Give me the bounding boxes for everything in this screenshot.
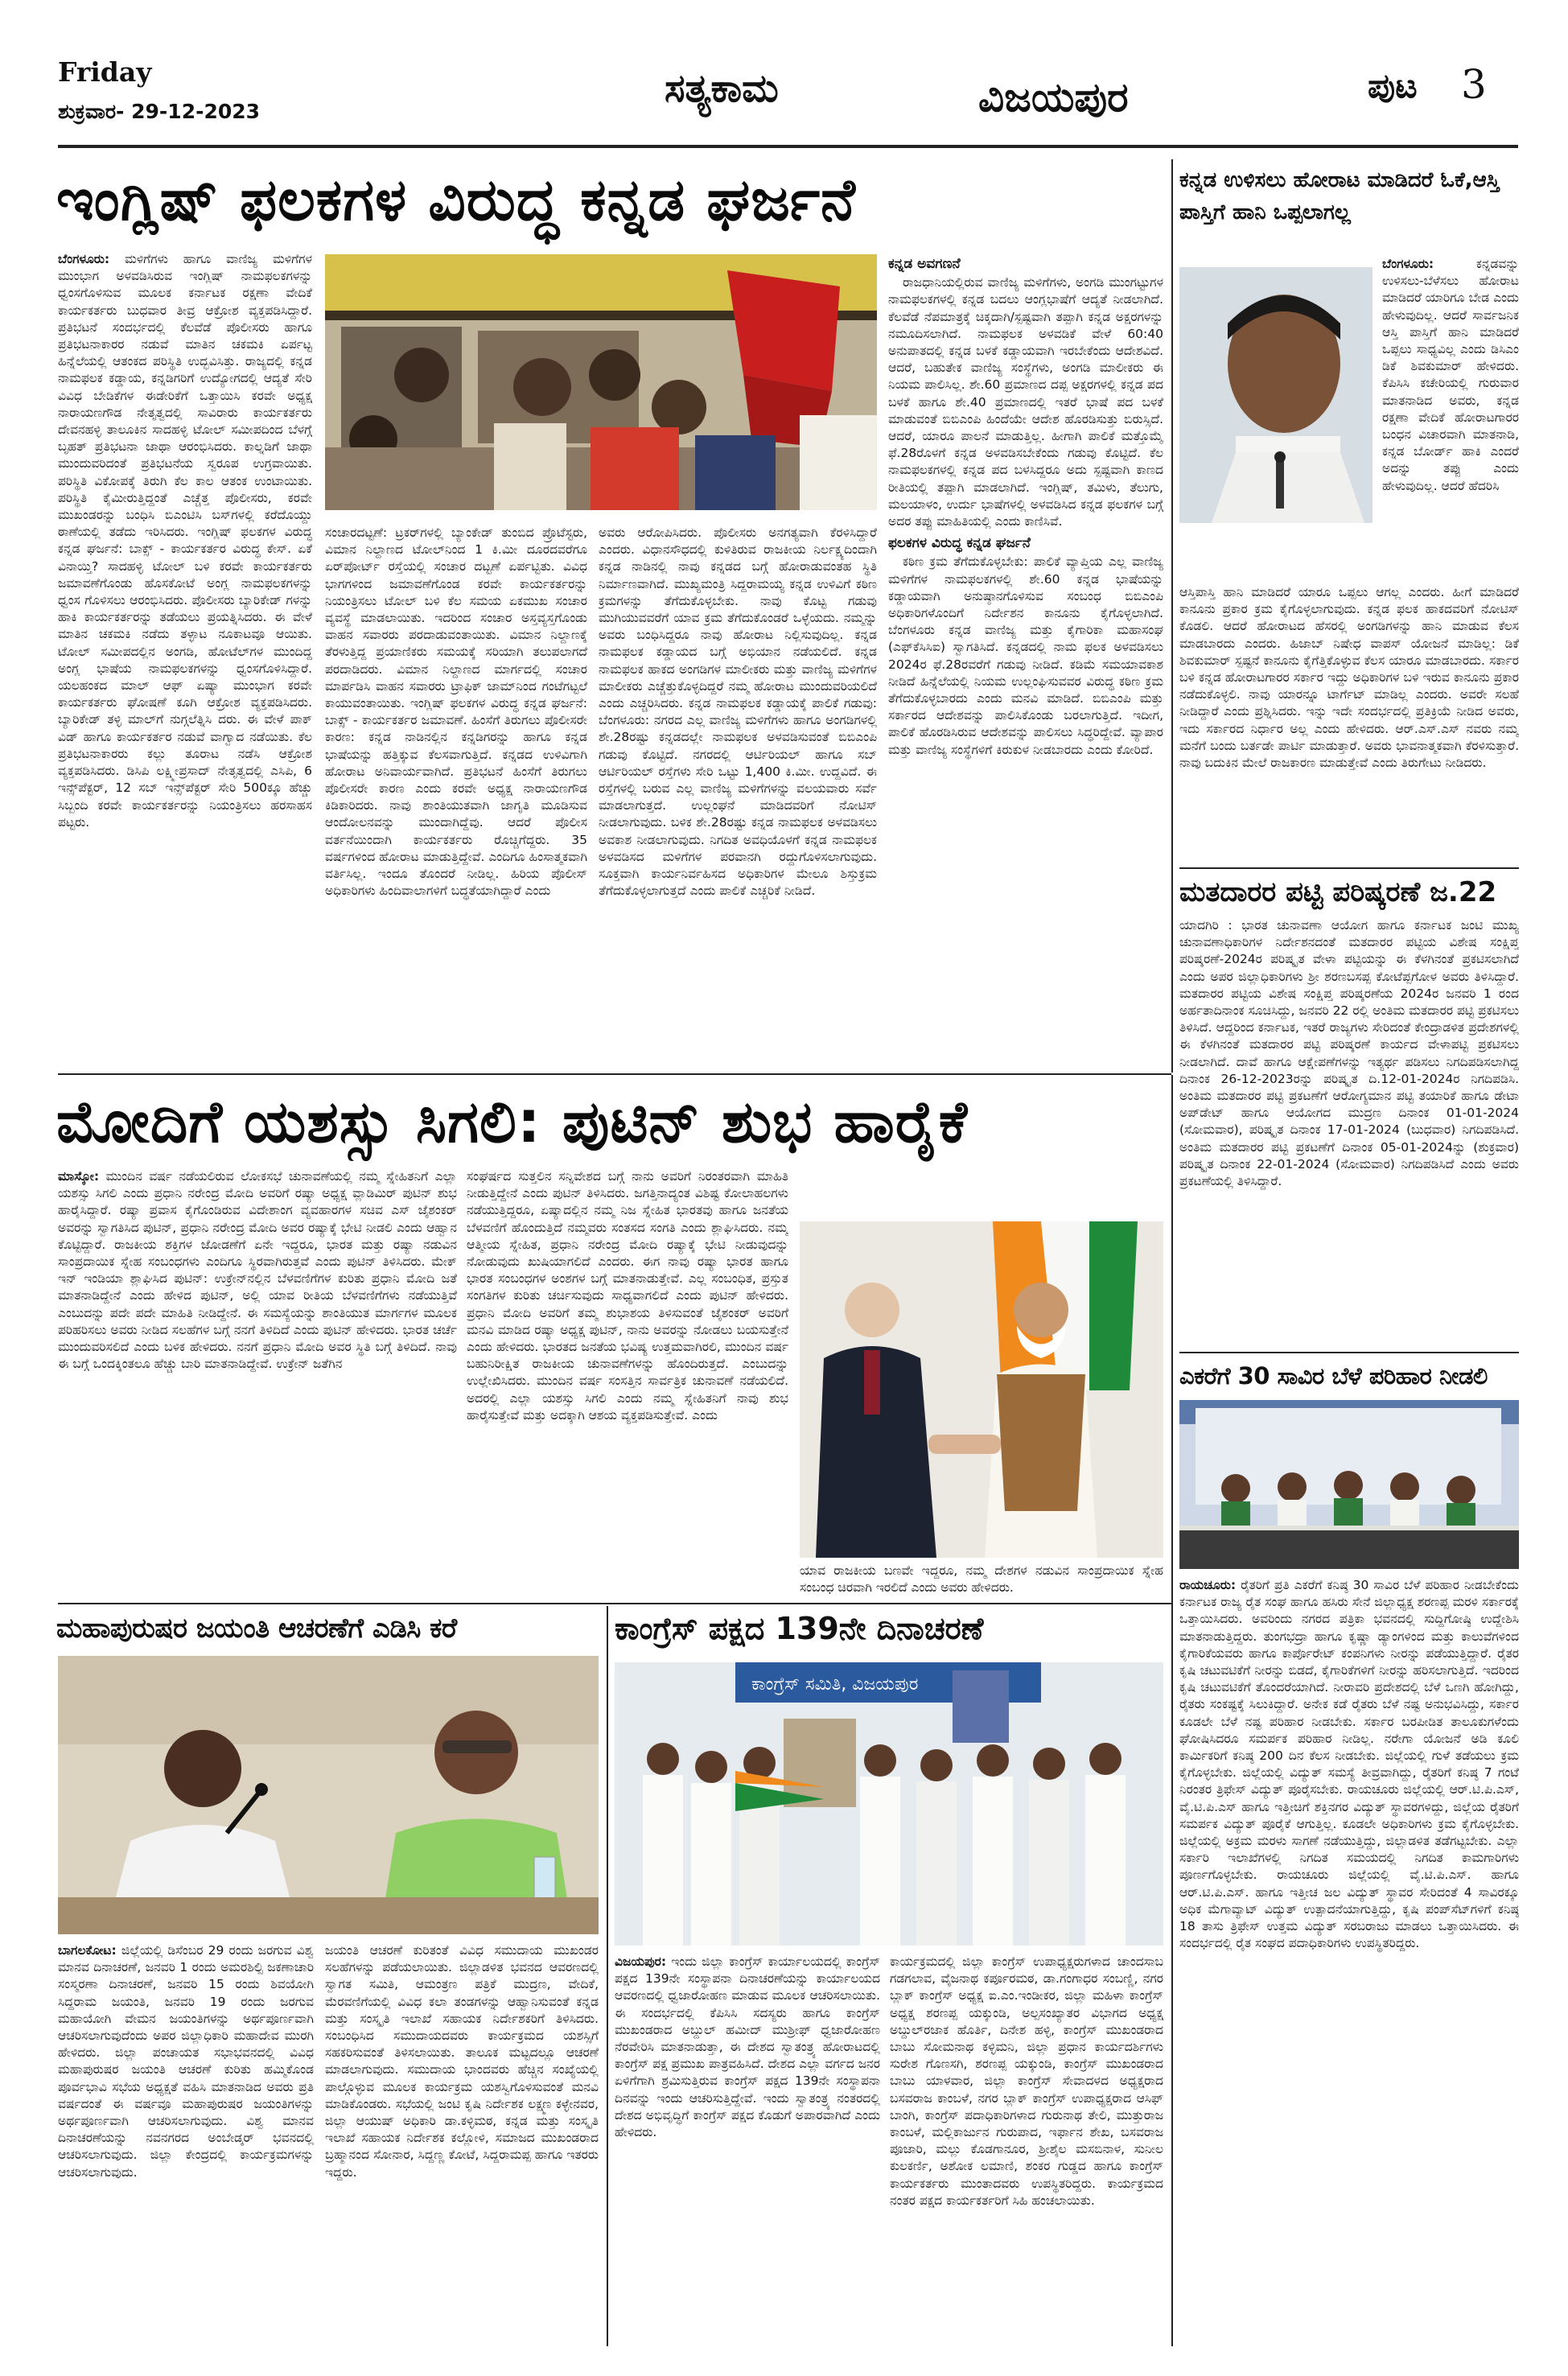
masthead (0, 0, 1568, 153)
day-en: Friday (58, 56, 152, 88)
a1-protest-photo (325, 254, 877, 510)
a5-col2 (467, 1168, 788, 1572)
a3-body-text: ಯಾದಗಿರಿ : ಭಾರತ ಚುನಾವಣಾ ಆಯೋಗ ಹಾಗೂ ಕರ್ನಾಟಕ ಜಂಟಿ ಮುಖ್ಯ ಚುನಾವಣಾಧಿಕಾರಿಗಳ ನಿರ್ದೇಶನದಂತೆ ಮತದಾರರ ಪಟ್ಟಿಯ ವಿಶೇಷ ಸಂಕ್ಷಿಪ್ತ ಪರಿಷ್ಕರಣೆ-2024ರ ಪರಿಷ್ಕೃತ ವೇಳಾ ಪಟ್ಟಿಯನ್ನು ಈ ಕೆಳಗಿನಂತೆ ಪ್ರಕಟಿಸಲಾಗಿದೆ ಎಂದು ಅಪರ ಜಿಲ್ಲಾಧಿಕಾರಿಗಳು ಶ್ರೀ ಶರಣಬಸಪ್ಪ ಕೋಟೆಪ್ಪಗೋಳ ಅವರು ತಿಳಿಸಿದ್ದಾರೆ. ಮತದಾರರ ಪಟ್ಟಿಯ ವಿಶೇಷ ಸಂಕ್ಷಿಪ್ತ ಪರಿಷ್ಕರಣೆಯ 2024ರ ಜನವರಿ 1 ರಂದ ಅರ್ಹತಾದಿನಾಂಕ ಸೂಚಿಸಿದ್ದು, ಜನವರಿ 22 ರಲ್ಲಿ ಅಂತಿಮ ಮತದಾರರ ಪಟ್ಟಿ ಪ್ರಕಟಿಸಲು ತಿಳಿಸಿದೆ. ಆದ್ದರಿಂದ ಕರ್ನಾಟಕ, ಇತರೆ ರಾಜ್ಯಗಳು ಸೇರಿದಂತೆ ಕೇಂದ್ರಾಡಳಿತ ಪ್ರದೇಶಗಳಲ್ಲಿ ಈ ಕೆಳಗಿನಂತೆ ಮತದಾರರ ಪಟ್ಟಿ ಪರಿಷ್ಕರಣೆ ಕಾರ್ಯದ ವೇಳಾಪಟ್ಟಿ ಪ್ರಕಟಿಸಲು ನೀಡಲಾಗಿದೆ. ದಾವೆ ಹಾಗೂ ಆಕ್ಷೇಪಣೆಗಳನ್ನು ಇತ್ಯರ್ಥ ಪಡಿಸಲು ನಿಗದಿಪಡಿಸಲಾಗಿದ್ದ ದಿನಾಂಕ 26-12-2023ರನ್ನು ಪರಿಷ್ಕೃತ ದಿ.12-01-2024ರ ನಿಗದಿಪಡಿಸಿ. ಅಂತಿಮ ಮತದಾರರ ಪಟ್ಟಿ ಪ್ರಕಟಣೆಗೆ ಆರೋಗ್ಯಮಾನ ಪಟ್ಟಿ ತಯಾರಿಕೆ ಹಾಗೂ ಡೇಟಾ ಅಪ್‌ಡೇಟ್ ಹಾಗೂ ಆಯೋಗದ ಮುದ್ರಣ ದಿನಾಂಕ 01-01-2024 (ಸೋಮವಾರ), ಪರಿಷ್ಕೃತ ದಿನಾಂಕ 17-01-2024 (ಬುಧವಾರ) ನಿಗದಿಪಡಿಸಿದೆ. ಅಂತಿಮ ಮತದಾರರ ಪಟ್ಟಿ ಪ್ರಕಟಣೆಗೆ ದಿನಾಂಕ 05-01-2024ನ್ನು (ಶುಕ್ರವಾರ) ಪರಿಷ್ಕೃತ ದಿನಾಂಕ 22-01-2024 (ಸೋಮವಾರ) ನಿಗದಿಪಡಿಸಿದೆ ಎಂದು ಅವರು ಪ್ರಕಟಣೆಯಲ್ಲಿ ತಿಳಿಸಿದ್ದಾರೆ. (1179, 918, 1519, 1189)
a1-dateline: ಬೆಂಗಳೂರು: (58, 252, 110, 266)
a4-headline: ಎಕರೆಗೆ 30 ಸಾವಿರ ಬೆಳೆ ಪರಿಹಾರ ನೀಡಲಿ (1179, 1362, 1488, 1390)
a1-col2-text: ಸಂಚಾರದಟ್ಟಣೆ: ಟ್ರಕರ್‌ಗಳಲ್ಲಿ ಬ್ಯಾಂಕೇಡ್ ತುಂಬಿದ ಪ್ರೊಟೆಸ್ಟರು, ವಿಮಾನ ನಿಲ್ದಾಣದ ಟೋಲ್‌ನಿಂದ 1 ಕಿ.ಮೀ ದೂರದವರೆಗೂ ಏರ್‌ಪೋರ್ಟ್ ರಸ್ತೆಯಲ್ಲಿ ಸಂಚಾರ ದಟ್ಟಣೆ ಏರ್ಪಟ್ಟಿತು. ವಿವಿಧ ಭಾಗಗಳಿಂದ ಜಮಾವಣೆಗೊಂಡ ಕರವೇ ಕಾರ್ಯಕರ್ತರನ್ನು ನಿಯಂತ್ರಿಸಲು ಟೋಲ್ ಬಳಿ ಕೆಲ ಸಮಯ ಏಕಮುಖ ಸಂಚಾರ ವ್ಯವಸ್ಥೆ ಮಾಡಲಾಯಿತು. ಇದರಿಂದ ಸಂಚಾರ ಅಸ್ತವ್ಯಸ್ತಗೊಂಡು ವಾಹನ ಸವಾರರು ಪರದಾಡುವಂತಾಯಿತು. ವಿಮಾನ ನಿಲ್ದಾಣಕ್ಕೆ ತೆರಳುತ್ತಿದ್ದ ಪ್ರಯಾಣಿಕರು ಸಮಯಕ್ಕೆ ಸರಿಯಾಗಿ ತಲುಪಲಾಗದೆ ಪರದಾಡಿದರು. ವಿಮಾನ ನಿಲ್ದಾಣದ ಮಾರ್ಗದಲ್ಲಿ ಸಂಚಾರ ಮಾರ್ಪಡಿಸಿ ವಾಹನ ಸವಾರರು ಟ್ರಾಫಿಕ್ ಜಾಮ್‌ನಿಂದ ಗಂಟೆಗಟ್ಟಲೆ ಕಾಯುವಂತಾಯಿತು. ಇಂಗ್ಲಿಷ್ ಫಲಕಗಳ ವಿರುದ್ಧ ಕನ್ನಡ ಘರ್ಜನೆ: ಬಾಕ್ಸ್ - ಕಾರ್ಯಕರ್ತರ ಜಮಾವಣೆ. ಹಿಂಸೆಗೆ ತಿರುಗಲು ಪೊಲೀಸರೇ ಕಾರಣ: ಕನ್ನಡ ನಾಡಿನಲ್ಲಿನ ಕನ್ನಡಿಗರನ್ನು ಹಾಗೂ ಕನ್ನಡ ಭಾಷೆಯನ್ನು ಹತ್ತಿಕ್ಕುವ ಕೆಲಸವಾಗುತ್ತಿದೆ. ಕನ್ನಡದ ಉಳಿವಿಗಾಗಿ ಹೋರಾಟ ಅನಿವಾರ್ಯವಾಗಿದೆ. ಪ್ರತಿಭಟನೆ ಹಿಂಸೆಗೆ ತಿರುಗಲು ಪೊಲೀಸರೇ ಕಾರಣ ಎಂದು ಕರವೇ ಅಧ್ಯಕ್ಷ ನಾರಾಯಣಗೌಡ ಕಿಡಿಕಾರಿದರು. ನಾವು ಶಾಂತಿಯುತವಾಗಿ ಜಾಗೃತಿ ಮೂಡಿಸುವ ಆಂದೋಲನವನ್ನು ಮುಂದಾಗಿದ್ದೆವು. ಆದರೆ ಪೊಲೀಸ ವರ್ತನೆಯಿಂದಾಗಿ ಕಾರ್ಯಕರ್ತರು ರೊಚ್ಚಿಗೆದ್ದರು. 35 ವರ್ಷಗಳಿಂದ ಹೋರಾಟ ಮಾಡುತ್ತಿದ್ದೇವೆ. ಎಂದಿಗೂ ಹಿಂಸಾತ್ಮಕವಾಗಿ ವರ್ತಿಸಿಲ್ಲ. ಇಂದೂ ತೊಂದರೆ ನೀಡಿಲ್ಲ. ಹಿರಿಯ ಪೊಲೀಸ್ ಅಧಿಕಾರಿಗಳು ಹಿಂದಿವಾಲಾಗಳಿಗೆ ಬದ್ಧತೆಯಾಗಿದ್ದಾರೆ ಎಂದು (325, 525, 587, 899)
a2-wide-col (1179, 584, 1519, 863)
a1-subhead-2: ಫಲಕಗಳ ವಿರುದ್ಧ ಕನ್ನಡ ಘರ್ಜನೆ (888, 535, 1031, 552)
divider-a4-left (1171, 1075, 1173, 2346)
divider-a1-right (1171, 159, 1173, 1073)
a1-subhead-1: ಕನ್ನಡ ಅವಗಣನೆ (888, 256, 961, 272)
a7-col2-text: ಕಾರ್ಯಕ್ರಮದಲ್ಲಿ ಜಿಲ್ಲಾ ಕಾಂಗ್ರೆಸ್ ಉಪಾಧ್ಯಕ್ಷರುಗಳಾದ ಚಾಂದಸಾಬ ಗಡಗಲಾವ, ವೈಜನಾಥ ಕರ್ಪೂರಮಠ, ಡಾ.ಗಂಗಾಧರ ಸಂಬಣ್ಣಿ, ನಗರ ಬ್ಲಾಕ್ ಕಾಂಗ್ರೆಸ್ ಅಧ್ಯಕ್ಷ ಐ.ಎಂ.ಇಂಡೀಕರ, ಜಿಲ್ಲಾ ಮಹಿಳಾ ಕಾಂಗ್ರೆಸ್ ಅಧ್ಯಕ್ಷ ಶರಣಪ್ಪ ಯಕ್ಕುಂಡಿ, ಅಲ್ಪಸಂಖ್ಯಾತರ ವಿಭಾಗದ ಅಧ್ಯಕ್ಷ ಅಬ್ದುಲ್‌ರಜಾಕ ಹೊರ್ತಿ, ದಿನೇಶ ಹಳ್ಳಿ, ಕಾಂಗ್ರೆಸ್ ಮುಖಂಡರಾದ ಬಾಬು ಸೋಮನಾಥ ಕಳ್ಳಿಮನಿ, ಜಿಲ್ಲಾ ಪ್ರಧಾನ ಕಾರ್ಯದರ್ಶಿಗಳು ಸುರೇಶ ಗೊಣಸಗಿ, ಶರಣಪ್ಪ ಯಕ್ಕುಂಡಿ, ಕಾಂಗ್ರೆಸ್ ಮುಖಂಡರಾದ ಬಾಬು ಯಾಳವಾರ, ಜಿಲ್ಲಾ ಕಾಂಗ್ರೆಸ್ ಸೇವಾದಳದ ಅಧ್ಯಕ್ಷರಾದ ಬಸವರಾಜ ಕಾಂಬಳೆ, ನಗರ ಬ್ಲಾಕ್ ಕಾಂಗ್ರೆಸ್ ಉಪಾಧ್ಯಕ್ಷರಾದ ಆಸಿಫ್ ಬಾಂಗಿ, ಕಾಂಗ್ರೆಸ್ ಪದಾಧಿಕಾರಿಗಳಾದ ಗುರುನಾಥ ತೇಲಿ, ಮುತ್ತುರಾಜ ಕಾಂಬಳೆ, ಮಲ್ಲಿಕಾರ್ಜುನ ಗುರುಪಾದ, ಇರ್ಫಾನ ಶೇಖ, ಬಸವರಾಜ ಪೂಜಾರಿ, ಮಲ್ಲು ಕೊಡಗಾನೂರ, ಶ್ರೀಶೈಲ ಮಸಬಿನಾಳ, ಸುನೀಲ ಕುಲಕರ್ಣಿ, ಅಶೋಕ ಲಮಾಣಿ, ಶಂಕರ ಗುಡ್ಡದ ಹಾಗೂ ಕಾಂಗ್ರೆಸ್ ಕಾರ್ಯಕರ್ತರು ಮುಂತಾದವರು ಉಪಸ್ಥಿತರಿದ್ದರು. ಕಾರ್ಯಕ್ರಮದ ನಂತರ ಪಕ್ಷದ ಕಾರ್ಯಕರ್ತರಿಗೆ ಸಿಹಿ ಹಂಚಲಾಯಿತು. (890, 1954, 1163, 2208)
a1-col4-text: ರಾಜಧಾನಿಯಲ್ಲಿರುವ ವಾಣಿಜ್ಯ ಮಳಿಗೆಗಳು, ಅಂಗಡಿ ಮುಂಗಟ್ಟುಗಳ ನಾಮಫಲಕಗಳಲ್ಲಿ ಕನ್ನಡ ಬದಲು ಆಂಗ್ಲಭಾಷೆಗೆ ಆದ್ಯತೆ ನೀಡಲಾಗಿದೆ. ಕೆಲವೆಡೆ ನೆಪಮಾತ್ರಕ್ಕೆ ಚಿಕ್ಕದಾಗಿ/ಸ್ಪಷ್ಟವಾಗಿ ತಪ್ಪಾಗಿ ಕನ್ನಡ ಅಕ್ಷರಗಳನ್ನು ನಮೂದಿಸಲಾಗಿದೆ. ನಾಮಫಲಕ ಅಳವಡಿಕೆ ವೇಳೆ 60:40 ಅನುಪಾತದಲ್ಲಿ ಕನ್ನಡ ಬಳಕೆ ಕಡ್ಡಾಯವಾಗಿ ಇರಬೇಕೆಂದು ಆದೇಶವಿದೆ. ಆದರೆ, ಬಹುತೇಕ ವಾಣಿಜ್ಯ ಸಂಸ್ಥೆಗಳು, ಅಂಗಡಿ ಮಾಲೀಕರು ಈ ನಿಯಮ ಪಾಲಿಸಿಲ್ಲ. ಶೇ.60 ಪ್ರಮಾಣದ ದಪ್ಪ ಅಕ್ಷರಗಳಲ್ಲಿ ಕನ್ನಡ ಪದ ಬಳಕೆ ಹಾಗೂ ಶೇ.40 ಪ್ರಮಾಣದಲ್ಲಿ ಇತರೆ ಭಾಷೆ ಪದ ಬಳಕೆ ಮಾಡುವಂತೆ ಬಿಬಿಎಂಪಿ ಹಿಂದೆಯೇ ಆದೇಶ ಹೊರಡಿಸುತ್ತು ಬಿರುಸ್ಸಿದೆ. ಆದರೆ, ಯಾರೂ ಪಾಲನೆ ಮಾಡುತ್ತಿಲ್ಲ. ಹೀಗಾಗಿ ಪಾಲಿಕೆ ಮತ್ತೊಮ್ಮೆ ಫೆ.28ರೊಳಗೆ ಕನ್ನಡ ಅಳವಡಿಸಬೇಕೆಂದು ಗಡುವು ಕೊಟ್ಟಿದೆ. ಕೆಲ ನಾಮಫಲಕಗಳಲ್ಲಿ ಕನ್ನಡ ಪದ ಬಳಸಿದ್ದರೂ ಅದು ಸ್ಪಷ್ಟವಾಗಿ ಕಾಣದ ರೀತಿಯಲ್ಲಿ ತಪ್ಪಾಗಿ ಮಾಡಲಾಗಿದೆ. ಇಂಗ್ಲಿಷ್, ತಮಿಳು, ತೆಲುಗು, ಮಲಯಾಳಂ, ಉರ್ದು ಭಾಷೆಗಳಲ್ಲಿ ಅಳವಡಿಸಿದ ಕನ್ನಡ ಫಲಕಗಳ ಬಗ್ಗೆ ಅದರ ತಪ್ಪು ಮಾಹಿತಿಯಲ್ಲಿ ಎಂದು ಕಾಣಿಸಿವೆ. (888, 275, 1163, 529)
a5-headline: ಮೋದಿಗೆ ಯಶಸ್ಸು ಸಿಗಲಿ: ಪುಟಿನ್ ಶುಭ ಹಾರೈಕೆ (56, 1088, 969, 1155)
a5-caption-text: ಯಾವ ರಾಜಕೀಯ ಬಣವೇ ಇದ್ದರೂ, ನಮ್ಮ ದೇಶಗಳ ನಡುವಿನ ಸಾಂಪ್ರದಾಯಿಕ ಸ್ನೇಹ ಸಂಬಂಧ ಚಿರವಾಗಿ ಇರಲಿದೆ ಎಂದು ಅವರು ಹೇಳಿದರು. (800, 1563, 1163, 1595)
a1-col4b-text: ಕಠಿಣ ಕ್ರಮ ತೆಗೆದುಕೊಳ್ಳಬೇಕು: ಪಾಲಿಕೆ ವ್ಯಾಪ್ತಿಯ ಎಲ್ಲ ವಾಣಿಜ್ಯ ಮಳಿಗೆಗಳ ನಾಮಫಲಕಗಳಲ್ಲಿ ಶೇ.60 ಕನ್ನಡ ಭಾಷೆಯನ್ನು ಕಡ್ಡಾಯವಾಗಿ ಅನುಷ್ಠಾನಗೊಳಿಸುವ ಸಂಬಂಧ ಬಿಬಿಎಂಪಿ ಅಧಿಕಾರಿಗಳೊಂದಿಗೆ ನಿರ್ದೇಶನ ಕಾನೂನು ಕೈಗೊಳ್ಳಲಾಗಿದೆ. ಬೆಂಗಳೂರು ಕನ್ನಡ ವಾಣಿಜ್ಯ ಮತ್ತು ಕೈಗಾರಿಕಾ ಮಹಾಸಂಘ (ಎಫ್‌ಕೆಸಿಸಿಐ) ಸ್ವಾಗತಿಸಿದೆ. ಕನ್ನಡದಲ್ಲಿ ನಾಮ ಫಲಕ ಅಳವಡಿಸಲು 2024ರ ಫೆ.28ರವರೆಗೆ ಗಡುವು ನೀಡಿದೆ. ಕಡಿಮೆ ಸಮಯಾವಕಾಶ ನೀಡಿದೆ ಹಿನ್ನೆಲೆಯಲ್ಲಿ ನಿಯಮ ಉಲ್ಲಂಘಿಸುವವರ ವಿರುದ್ಧ ಕಠಿಣ ಕ್ರಮ ತೆಗೆದುಕೊಳ್ಳಬಾರದು ಎಂದು ಮನವಿ ಮಾಡಿದೆ. ಬಿಬಿಎಂಪಿ ಮತ್ತು ಸರ್ಕಾರದ ಆದೇಶವನ್ನು ಪಾಲಿಸಿಕೊಂಡು ಬರಲಾಗುತ್ತಿದೆ. ಇದೀಗ, ಪಾಲಿಕೆ ಹೊರಡಿಸಿರುವ ಆದೇಶವನ್ನು ಪಾಲಿಸಲು ಸಿದ್ಧರಿದ್ದೇವೆ. ವ್ಯಾಪಾರ ಮತ್ತು ವಾಣಿಜ್ಯ ಸಂಸ್ಥೆಗಳಿಗೆ ಕಿರುಕುಳ ನೀಡಬಾರದು ಎಂದು ಕೋರಿದೆ. (888, 554, 1163, 757)
a5-modi-putin-photo (800, 1221, 1163, 1558)
a5-col1-text: ಮುಂದಿನ ವರ್ಷ ನಡೆಯಲಿರುವ ಲೋಕಸಭೆ ಚುನಾವಣೆಯಲ್ಲಿ ನಮ್ಮ ಸ್ನೇಹಿತನಿಗೆ ಎಲ್ಲಾ ಯಶಸ್ಸು ಸಿಗಲಿ ಎಂದು ಪ್ರಧಾನಿ ನರೇಂದ್ರ ಮೋದಿ ಅವರಿಗೆ ರಷ್ಯಾ ಅಧ್ಯಕ್ಷ ವ್ಲಾಡಿಮಿರ್ ಪುಟಿನ್ ಶುಭ ಹಾರೈಸಿದ್ದಾರೆ. ರಷ್ಯಾ ಪ್ರವಾಸ ಕೈಗೊಂಡಿರುವ ವಿದೇಶಾಂಗ ವ್ಯವಹಾರಗಳ ಸಚಿವ ಎಸ್ ಜೈಶಂಕರ್ ಅವರನ್ನು ಸ್ವಾಗತಿಸಿದ ಪುಟಿನ್, ಪ್ರಧಾನಿ ನರೇಂದ್ರ ಮೋದಿ ಅವರ ರಷ್ಯಾಕ್ಕೆ ಭೇಟಿ ನೀಡಲಿ ಎಂದು ಆಹ್ವಾನ ಕೊಟ್ಟಿದ್ದಾರೆ. ರಾಜಕೀಯ ಶಕ್ತಿಗಳ ಜೋಡಣೆಗೆ ಏನೇ ಇದ್ದರೂ, ಭಾರತ ಮತ್ತು ರಷ್ಯಾ ನಡುವಿನ ಸಾಂಪ್ರದಾಯಿಕ ಸ್ನೇಹ ಸಂಬಂಧಗಳು ಎಂದಿಗೂ ಸ್ಥಿರವಾಗಿರುತ್ತವೆ ಎಂದು ಪುಟಿನ್ ತಿಳಿಸಿದರು. ಮೇಕ್ ಇನ್ ಇಂಡಿಯಾ ಶ್ಲಾಘಿಸಿದ ಪುಟಿನ್: ಉಕ್ರೇನ್‌ನಲ್ಲಿನ ಬೆಳವಣಿಗೆಗಳ ಕುರಿತು ಪ್ರಧಾನಿ ಮೋದಿ ಜತೆ ಮಾತನಾಡಿದ್ದೇನೆ ಎಂದು ಹೇಳಿದ ಪುಟಿನ್, ಅಲ್ಲಿ ಯಾವ ರೀತಿಯ ಬೆಳವಣಿಗೆಗಳು ನಡೆಯುತ್ತಿವೆ ಎಂಬುದನ್ನು ಪದೇ ಪದೇ ಮಾಹಿತಿ ನೀಡಿದ್ದೇನೆ. ಈ ಸಮಸ್ಯೆಯನ್ನು ಶಾಂತಿಯುತ ಮಾರ್ಗಗಳ ಮೂಲಕ ಪರಿಹರಿಸಲು ಅವರು ನೀಡಿದ ಸಲಹೆಗಳ ಬಗ್ಗೆ ನನಗೆ ತಿಳಿದಿದೆ ಎಂದು ಪುಟಿನ್ ಹೇಳಿದರು. ಭಾರತ ಚರ್ಚೆ ಮುಂದುವರಿಸಲಿದೆ ಎಂದು ಬಳಿಕ ಹೇಳಿದರು. ನನಗೆ ಪ್ರಧಾನಿ ಮೋದಿ ಅವರ ಸ್ಥಿತಿ ಬಗ್ಗೆ ತಿಳಿದಿದೆ. ನಾವು ಈ ಬಗ್ಗೆ ಒಂದಕ್ಕಿಂತಲೂ ಹೆಚ್ಚು ಬಾರಿ ಮಾತನಾಡಿದ್ದೇವೆ. ಉಕ್ರೇನ್ ಜತೆಗಿನ (58, 1169, 457, 1372)
a4-body-text: ರೈತರಿಗೆ ಪ್ರತಿ ಎಕರೆಗೆ ಕನಿಷ್ಠ 30 ಸಾವಿರ ಬೆಳೆ ಪರಿಹಾರ ನೀಡಬೇಕೆಂದು ಕರ್ನಾಟಕ ರಾಜ್ಯ ರೈತ ಸಂಘ ಹಾಗೂ ಹಸಿರು ಸೇನೆ ಜಿಲ್ಲಾಧ್ಯಕ್ಷ ಶರಣಪ್ಪ ಮರಳಿ ಸರ್ಕಾರಕ್ಕೆ ಒತ್ತಾಯಿಸಿದರು. ಅವರಿಂದು ನಗರದ ಪತ್ರಿಕಾ ಭವನದಲ್ಲಿ ಸುದ್ದಿಗೋಷ್ಠಿ ಉದ್ದೇಶಿಸಿ ಮಾತನಾಡುತ್ತಿದ್ದರು. ತುಂಗಭದ್ರಾ ಹಾಗೂ ಕೃಷ್ಣಾ ಡ್ಯಾಂಗಳಿಂದ ಮತ್ತು ಕಾಲುವೆಗಳಿಂದ ಕೈಗಾರಿಕೆಯವರು ಹಾಗೂ ಕಾರ್ಪೊರೇಟ್ ಕಂಪನಿಗಳು ನೀರನ್ನು ಪಡೆಯುತ್ತಿದ್ದಾರೆ. ರೈತರ ಕೃಷಿ ಚಟುವಟಿಕೆಗೆ ನೀರನ್ನು ಬಿಡದೆ, ಕೈಗಾರಿಕೆಗಳಿಗೆ ನೀರನ್ನು ಹರಿಸಲಾಗುತ್ತಿದೆ. ಇದರಿಂದ ಕೃಷಿ ಚಟುವಟಿಕೆಗೆ ತೊಂದರೆಯಾಗಿದೆ. ನೀರಾವರಿ ಪ್ರದೇಶದಲ್ಲಿ ಬೆಳೆ ಒಣಗಿ ಹೋಗಿದ್ದು, ರೈತರು ಸಂಕಷ್ಟಕ್ಕೆ ಸಿಲುಕಿದ್ದಾರೆ. ಅನೇಕ ಕಡೆ ರೈತರು ಬೆಳೆ ನಷ್ಟ ಅನುಭವಿಸಿದ್ದು, ಸರ್ಕಾರ ಕೂಡಲೇ ಬೆಳೆ ನಷ್ಟ ಪರಿಹಾರ ನೀಡಬೇಕು. ಸರ್ಕಾರ ಬರಪೀಡಿತ ತಾಲೂಕುಗಳೆಂದು ಘೋಷಿಸಿದರೂ ಸಮರ್ಪಕ ಪರಿಹಾರ ನೀಡಿಲ್ಲ. ನರೇಗಾ ಯೋಜನೆ ಅಡಿ ಕೂಲಿ ಕಾರ್ಮಿಕರಿಗೆ ಕನಿಷ್ಠ 200 ದಿನ ಕೆಲಸ ನೀಡಬೇಕು. ಜಿಲ್ಲೆಯಲ್ಲಿ ಗುಳೆ ತಡೆಯಲು ಕ್ರಮ ಕೈಗೊಳ್ಳಬೇಕು. ಜಿಲ್ಲೆಯಲ್ಲಿ ವಿದ್ಯುತ್ ಸಮಸ್ಯೆ ತೀವ್ರವಾಗಿದ್ದು, ರೈತರಿಗೆ ಕನಿಷ್ಠ 7 ಗಂಟೆ ನಿರಂತರ ತ್ರಿಫೇಸ್ ವಿದ್ಯುತ್ ಪೂರೈಸಬೇಕು. ರಾಯಚೂರು ಜಿಲ್ಲೆಯಲ್ಲಿ ಆರ್.ಟಿ.ಪಿ.ಎಸ್, ವೈ.ಟಿ.ಪಿ.ಎಸ್ ಹಾಗೂ ಇತ್ತೀಚಿಗೆ ಶಕ್ತಿನಗರ ವಿದ್ಯುತ್ ಸ್ಥಾವರಗಳಿದ್ದು, ಜಿಲ್ಲೆಯ ರೈತರಿಗೆ ಸಮರ್ಪಕ ವಿದ್ಯುತ್ ಪೂರೈಕೆ ಆಗುತ್ತಿಲ್ಲ. ಕೂಡಲೇ ಅಧಿಕಾರಿಗಳು ಕ್ರಮ ಕೈಗೊಳ್ಳಬೇಕು. ಜಿಲ್ಲೆಯಲ್ಲಿ ಅಕ್ರಮ ಮರಳು ಸಾಗಣೆ ನಡೆಯುತ್ತಿದ್ದು, ಜಿಲ್ಲಾಡಳಿತ ತಡೆಗಟ್ಟಬೇಕು. ಎಲ್ಲಾ ಸರ್ಕಾರಿ ಇಲಾಖೆಗಳಲ್ಲಿ ನಿಗದಿತ ಸಮಯದಲ್ಲಿ ನಿಗದಿತ ಕಾಮಗಾರಿಗಳು ಪೂರ್ಣಗೊಳ್ಳಬೇಕು. ರಾಯಚೂರು ಜಿಲ್ಲೆಯಲ್ಲಿ ವೈ.ಟಿ.ಪಿ.ಎಸ್. ಹಾಗೂ ಆರ್.ಟಿ.ಪಿ.ಎಸ್. ಹಾಗೂ ಇತ್ತೀಚ ಜಲ ವಿದ್ಯುತ್ ಸ್ಥಾವರ ಸೇರಿದಂತೆ 4 ಸಾವಿರಕ್ಕೂ ಅಧಿಕ ಮೆಗಾವ್ಯಾಟ್ ವಿದ್ಯುತ್ ಉತ್ಪಾದನೆಯಾಗುತ್ತಿದ್ದು, ಕೃಷಿ ಪಂಪ್‌ಸೆಟ್‌ಗಳಿಗೆ ಕನಿಷ್ಠ 18 ತಾಸು ತ್ರಿಫೇಸ್ ಉತ್ತಮ ವಿದ್ಯುತ್ ಸರಬರಾಜು ಮಾಡಲು ಒತ್ತಾಯಿಸಿದರು. ಈ ಸಂದರ್ಭದಲ್ಲಿ ರೈತ ಸಂಘದ ಪದಾಧಿಕಾರಿಗಳು ಉಪಸ್ಥಿತರಿದ್ದರು. (1179, 1578, 1519, 1951)
congress-svg (615, 1662, 1163, 1946)
divider-a5-bottom (58, 1603, 1171, 1604)
divider-a3-a4 (1179, 1352, 1519, 1353)
a4-press-meet-photo (1179, 1400, 1519, 1569)
a7-col1-text: ಇಂದು ಜಿಲ್ಲಾ ಕಾಂಗ್ರೆಸ್ ಕಾರ್ಯಾಲಯದಲ್ಲಿ ಕಾಂಗ್ರೆಸ್ ಪಕ್ಷದ 139ನೇ ಸಂಸ್ಥಾಪನಾ ದಿನಾಚರಣೆಯನ್ನು ಕಾರ್ಯಾಲಯದ ಆವರಣದಲ್ಲಿ ಧ್ವಜಾರೋಹಣ ಮಾಡುವ ಮೂಲಕ ಆಚರಿಸಲಾಯಿತು. ಈ ಸಂದರ್ಭದಲ್ಲಿ ಕೆಪಿಸಿಸಿ ಸದಸ್ಯರು ಹಾಗೂ ಕಾಂಗ್ರೆಸ್ ಮುಖಂಡರಾದ ಅಬ್ದುಲ್ ಹಮೀದ್ ಮುಶ್ರೀಫ್ ಧ್ವಜಾರೋಹಣ ನೆರವೇರಿಸಿ ಮಾತನಾಡುತ್ತಾ, ಈ ದೇಶದ ಸ್ವಾತಂತ್ರ್ಯ ಹೋರಾಟದಲ್ಲಿ ಕಾಂಗ್ರೆಸ್ ಪಕ್ಷ ಪ್ರಮುಖ ಪಾತ್ರವಹಿಸಿದೆ. ದೇಶದ ಎಲ್ಲಾ ವರ್ಗದ ಜನರ ಏಳಿಗೆಗಾಗಿ ಶ್ರಮಿಸುತ್ತಿರುವ ಕಾಂಗ್ರೆಸ್ ಪಕ್ಷದ 139ನೇ ಸಂಸ್ಥಾಪನಾ ದಿನವನ್ನು ಇಂದು ಆಚರಿಸುತ್ತಿದ್ದೇವೆ. ಇಂದು ಸ್ವಾತಂತ್ರ್ಯ ನಂತರದಲ್ಲಿ ದೇಶದ ಅಭಿವೃದ್ಧಿಗೆ ಕಾಂಗ್ರೆಸ್ ಪಕ್ಷದ ಕೊಡುಗೆ ಅಪಾರವಾಗಿದೆ ಎಂದು ಹೇಳಿದರು. (615, 1954, 880, 2140)
paper-name: ಸತ್ಯಕಾಮ (665, 66, 779, 111)
a7-col2 (890, 1954, 1163, 2345)
a6-dateline: ಬಾಗಲಕೋಟ: (58, 1943, 117, 1958)
a6-col1-text: ಜಿಲ್ಲೆಯಲ್ಲಿ ಡಿಸೆಂಬರ 29 ರಂದು ಜರಗುವ ವಿಶ್ವ ಮಾನವ ದಿನಾಚರಣೆ, ಜನವರಿ 1 ರಂದು ಅಮರಶಿಲ್ಪಿ ಜಕಣಾಚಾರಿ ಸಂಸ್ಮರಣಾ ದಿನಾಚರಣೆ, ಜನವರಿ 15 ರಂದು ಶಿವಯೋಗಿ ಸಿದ್ದರಾಮ ಜಯಂತಿ, ಜನವರಿ 19 ರಂದು ಜರಗುವ ಮಹಾಯೋಗಿ ವೇಮನ ಜಯಂತಿಗಳನ್ನು ಅರ್ಥಪೂರ್ಣವಾಗಿ ಆಚರಿಸಲಾಗುವುದೆಂದು ಅಪರ ಜಿಲ್ಲಾಧಿಕಾರಿ ಮಹಾದೇವ ಮುರಗಿ ಹೇಳಿದರು. ಜಿಲ್ಲಾ ಪಂಚಾಯತ ಸಭಾಭವನದಲ್ಲಿ ವಿವಿಧ ಮಹಾಪುರುಷರ ಜಯಂತಿ ಆಚರಣೆ ಕುರಿತು ಹಮ್ಮಿಕೊಂಡ ಪೂರ್ವಭಾವಿ ಸಭೆಯ ಅಧ್ಯಕ್ಷತೆ ವಹಿಸಿ ಮಾತನಾಡಿದ ಅವರು ಪ್ರತಿ ವರ್ಷದಂತೆ ಈ ವರ್ಷವೂ ಮಹಾಪುರುಷರ ಜಯಂತಿಗಳನ್ನು ಅರ್ಥಪೂರ್ಣವಾಗಿ ಆಚರಿಸಲಾಗುವುದು. ವಿಶ್ವ ಮಾನವ ದಿನಾಚರಣೆಯನ್ನು ನವನಗರದ ಅಂಬೇಡ್ಕರ್ ಭವನದಲ್ಲಿ ಆಚರಿಸಲಾಗುವುದು. ಜಿಲ್ಲಾ ಕೇಂದ್ರದಲ್ಲಿ ಕಾರ್ಯಕ್ರಮಗಳನ್ನು ಆಚರಿಸಲಾಗುವುದು. (58, 1943, 314, 2180)
modi-putin-svg (800, 1221, 1163, 1558)
divider-a1-a5 (58, 1073, 1171, 1075)
a7-dateline: ವಿಜಯಪುರ: (615, 1954, 667, 1969)
a4-body (1179, 1577, 1519, 2341)
a3-body (1179, 917, 1519, 1344)
a7-col1 (615, 1954, 880, 2345)
divider-a2-a3 (1179, 867, 1519, 869)
a6-col2 (325, 1942, 599, 2345)
a3-headline: ಮತದಾರರ ಪಟ್ಟಿ ಪರಿಷ್ಕರಣೆ ಜ.22 (1179, 876, 1497, 908)
meeting-svg (58, 1656, 599, 1934)
a1-col3 (599, 525, 877, 1069)
a2-wide-text: ಆಸ್ತಿಪಾಸ್ತಿ ಹಾನಿ ಮಾಡಿದರೆ ಯಾರೂ ಒಪ್ಪಲು ಆಗಲ್ಲ ಎಂದರು. ಹೀಗೆ ಮಾಡಿದರೆ ಕಾನೂನು ಪ್ರಕಾರ ಕ್ರಮ ಕೈಗೊಳ್ಳಲಾಗುವುದು. ಕನ್ನಡ ಫಲಕ ಹಾಕದವರಿಗೆ ನೋಟಿಸ್ ಕೊಡಲಿ. ಆದರೆ ಹೋರಾಟದ ಹೆಸರಲ್ಲಿ ಅಂಗಡಿಗಳನ್ನು ಹಾನಿ ಮಾಡುವ ಕೆಲಸ ಮಾಡಬಾರದು ಎಂದರು. ಹಿಜಾಬ್ ನಿಷೇಧ ವಾಪಸ್ ಯೋಜನೆ ಮಾಡಿಲ್ಲ: ಡಿಕೆ ಶಿವಕುಮಾರ್ ಸ್ಪಷ್ಟನೆ ಕಾನೂನು ಕೈಗೆತ್ತಿಕೊಳ್ಳುವ ಕೆಲಸ ಯಾರೂ ಮಾಡಬಾರದು. ಸರ್ಕಾರ ಬಳಿ ಕನ್ನಡ ಹೋರಾಟಗಾರರ ಸರ್ಕಾರ ಇದ್ದು ಅಧಿಕಾರಿಗಳ ಬಳಿ ಇರುವ ಕಾನೂನು ಪ್ರಕಾರ ನಡೆದುಕೊಳ್ಳಲಿ. ನಾವು ಯಾರನ್ನೂ ಟಾರ್ಗೆಟ್ ಮಾಡಿಲ್ಲ ಎಂದರು. ಅವರೇ ಸಲಹೆ ನೀಡಿದ್ದಾರೆ ಎಂದು ಪ್ರಶ್ನಿಸಿದರು. ಇನ್ನು ಇದೇ ಸಂದರ್ಭದಲ್ಲಿ ಪ್ರತಿಕ್ರಿಯೆ ನೀಡಿದ ಅವರು, ಇದು ಸರ್ಕಾರದ ನಿರ್ಧಾರ ಅಲ್ಲ ಎಂದು ಹೇಳಿದರು. ಆರ್.ಎಸ್.ಎಸ್ ನವರು ನಮ್ಮ ಮನೆಗೆ ಬಂದು ಬರ್ತಡೇ ಪಾರ್ಟಿ ಮಾಡುತ್ತಾರೆ. ಅವರು ಭಾವನಾತ್ಮಕವಾಗಿ ಕೆರಳಿಸುತ್ತಾರೆ. ನಾವು ಬದುಕಿನ ಮೇಲೆ ರಾಜಕಾರಣ ಮಾಡುತ್ತೇವೆ ಎಂದು ತಿರುಗೇಟು ನೀಡಿದರು. (1179, 585, 1519, 771)
protest-photo-svg (325, 254, 877, 510)
a7-congress-photo (615, 1662, 1163, 1946)
a1-headline: ಇಂಗ್ಲಿಷ್ ಫಲಕಗಳ ವಿರುದ್ಧ ಕನ್ನಡ ಘರ್ಜನೆ (56, 166, 856, 233)
a6-col1 (58, 1942, 314, 2345)
a2-side-col (1382, 256, 1519, 583)
a6-headline: ಮಹಾಪುರುಷರ ಜಯಂತಿ ಆಚರಣೆಗೆ ಎಡಿಸಿ ಕರೆ (56, 1612, 457, 1645)
a1-col1-text: ಮಳಿಗೆಗಳು ಹಾಗೂ ವಾಣಿಜ್ಯ ಮಳಿಗೆಗಳ ಮುಂಭಾಗ ಅಳವಡಿಸಿರುವ ಇಂಗ್ಲಿಷ್ ನಾಮಫಲಕಗಳನ್ನು ಧ್ವಂಸಗೊಳಿಸುವ ಮೂಲಕ ಕರ್ನಾಟಕ ರಕ್ಷಣಾ ವೇದಿಕೆ ಕಾರ್ಯಕರ್ತರು ಬುಧವಾರ ತೀವ್ರ ಆಕ್ರೋಶ ವ್ಯಕ್ತಪಡಿಸಿದ್ದಾರೆ. ಪ್ರತಿಭಟನೆ ಸಂದರ್ಭದಲ್ಲಿ ಕೆಲವೆಡೆ ಪೊಲೀಸರು ಹಾಗೂ ಪ್ರತಿಭಟನಾಕಾರರ ನಡುವೆ ಮಾತಿನ ಚಕಮಕಿ ಏರ್ಪಟ್ಟ ಹಿನ್ನೆಲೆಯಲ್ಲಿ ಆತಂಕದ ಪರಿಸ್ಥಿತಿ ಉದ್ಭವಿಸಿತ್ತು. ರಾಜ್ಯದಲ್ಲಿ ಕನ್ನಡ ನಾಮಫಲಕ ಕಡ್ಡಾಯ, ಕನ್ನಡಿಗರಿಗೆ ಉದ್ಯೋಗದಲ್ಲಿ ಆದ್ಯತೆ ಸೇರಿ ವಿವಿಧ ಬೇಡಿಕೆಗಳ ಈಡೇರಿಕೆಗೆ ಒತ್ತಾಯಿಸಿ ಕರವೇ ಅಧ್ಯಕ್ಷ ನಾರಾಯಣಗೌಡ ನೇತೃತ್ವದಲ್ಲಿ ಸಾವಿರಾರು ಕಾರ್ಯಕರ್ತರು ದೇವನಹಳ್ಳಿ ತಾಲೂಕಿನ ಸಾದಹಳ್ಳಿ ಟೋಲ್ ಸಮೀಪದಿಂದ ಬೆಳಗ್ಗೆ ಬೃಹತ್ ಪ್ರತಿಭಟನಾ ಜಾಥಾ ಆರಂಭಿಸಿದರು. ಕಾಲ್ನಡಿಗೆ ಜಾಥಾ ಮುಂದುವರಿದಂತೆ ಪ್ರತಿಭಟನೆಯ ಸ್ವರೂಪ ಉಗ್ರವಾಯಿತು. ಪರಿಸ್ಥಿತಿ ವಿಕೋಪಕ್ಕೆ ತಿರುಗಿ ಕೆಲ ಕಾಲ ಆತಂಕ ಉಂಟಾಯಿತು. ಪರಿಸ್ಥಿತಿ ಕೈಮೀರುತ್ತಿದ್ದಂತೆ ಎಚ್ಚೆತ್ತ ಪೊಲೀಸರು, ಕರವೇ ಮುಖಂಡರನ್ನು ಬಂಧಿಸಿ ಬಿಎಂಟಿಸಿ ಬಸ್‌ಗಳಲ್ಲಿ ಕರೆದೊಯ್ದು ಠಾಣೆಯಲ್ಲಿ ತಡೆದು ಇರಿಸಿದರು. ಇಂಗ್ಲಿಷ್ ಫಲಕಗಳ ವಿರುದ್ಧ ಕನ್ನಡ ಘರ್ಜನೆ: ಬಾಕ್ಸ್ - ಕಾರ್ಯಕರ್ತರ ವಿರುದ್ಧ ಕೇಸ್. ಏಕೆ ವಿನಾಯ್ತಿ? ಸಾದಹಳ್ಳಿ ಟೋಲ್ ಬಳಿ ಕರವೇ ಕಾರ್ಯಕರ್ತರು ಜಮಾವಣೆಗೊಂಡು ಹೊಸಕೋಟೆ ಅಂಗ್ಲ ನಾಮಫಲಕಗಳನ್ನು ಧ್ವಂಸ ಗೊಳಿಸಲು ಆರಂಭಿಸಿದರು. ಪೊಲೀಸರು ಬ್ಯಾರಿಕೇಡ್ ಗಳನ್ನು ಹಾಕಿ ಕಾರ್ಯಕರ್ತರನ್ನು ತಡೆಯಲು ಪ್ರಯತ್ನಿಸಿದರು. ಈ ವೇಳೆ ಮಾತಿನ ಚಕಮಕಿ ನಡೆದು ತಳ್ಳಾಟ ನೂಕಾಟವೂ ಆಯಿತು. ಟೋಲ್ ಸಮೀಪದಲ್ಲಿನ ಅಂಗಡಿ, ಹೋಟೆಲ್‌ಗಳ ಮುಂದಿದ್ದ ಅಂಗ್ಲ ಭಾಷೆಯ ನಾಮಫಲಕಗಳನ್ನು ಧ್ವಂಸಗೊಳಿಸಿದ್ದಾರೆ. ಯಲಹಂಕದ ಮಾಲ್ ಆಫ್ ಏಷ್ಯಾ ಮುಂಭಾಗ ಕರವೇ ಕಾರ್ಯಕರ್ತರು ಘೋಷಣೆ ಕೂಗಿ ಆಕ್ರೋಶ ವ್ಯಕ್ತಪಡಿಸಿದರು. ಬ್ಯಾರಿಕೇಡ್ ತಳ್ಳಿ ಮಾಲ್‌ಗೆ ನುಗ್ಗಲೆತ್ನಿಸಿ ದರು. ಈ ವೇಳೆ ಪಾಕ್ ವಿಡ್ ಹಾಗೂ ಕಾರ್ಯಕರ್ತರ ನಡುವೆ ವಾಗ್ವಾದ ನಡೆಯಿತು. ಕೆಲ ಪ್ರತಿಭಟನಾಕಾರರು ಕಲ್ಲು ತೂರಾಟ ನಡೆಸಿ ಆಕ್ರೋಶ ವ್ಯಕ್ತಪಡಿಸಿದರು. ಡಿಸಿಪಿ ಲಕ್ಷ್ಮೀಪ್ರಸಾದ್ ನೇತೃತ್ವದಲ್ಲಿ ಎಸಿಪಿ, 6 ಇನ್ಸ್‌ಪೆಕ್ಟರ್, 12 ಸಬ್ ಇನ್ಸ್‌ಪೆಕ್ಟರ್ ಸೇರಿ 500ಕ್ಕೂ ಹೆಚ್ಚು ಸಿಬ್ಬಂದಿ ಕರವೇ ಕಾರ್ಯಕರ್ತರನ್ನು ನಿಯಂತ್ರಿಸಲು ಹರಸಾಹಸ ಪಟ್ಟರು. (58, 252, 312, 830)
masthead-rule (58, 145, 1518, 148)
a5-col2-text: ಸಂಘರ್ಷದ ಸುತ್ತಲಿನ ಸನ್ನಿವೇಶದ ಬಗ್ಗೆ ನಾನು ಅವರಿಗೆ ನಿರಂತರವಾಗಿ ಮಾಹಿತಿ ನೀಡುತ್ತಿದ್ದೇನೆ ಎಂದು ಪುಟಿನ್ ತಿಳಿಸಿದರು. ಜಗತ್ತಿನಾದ್ಯಂತ ವಿಶಿಷ್ಟ ಕೋಲಾಹಲಗಳು ನಡೆಯುತ್ತಿದ್ದರೂ, ಏಷ್ಯಾದಲ್ಲಿನ ನಮ್ಮ ನಿಜ ಸ್ನೇಹಿತ ಭಾರತವು ಹಾಗೂ ಜನತೆಯ ಬೆಳವಣಿಗೆ ಹೊಂದುತ್ತಿದೆ ನಮ್ಮವರು ಸಂತಸದ ಸಂಗತಿ ಎಂದು ಶ್ಲಾಘಿಸಿದರು. ನಮ್ಮ ಆತ್ಮೀಯ ಸ್ನೇಹಿತ, ಪ್ರಧಾನಿ ನರೇಂದ್ರ ಮೋದಿ ರಷ್ಯಾಕ್ಕೆ ಭೇಟಿ ನೀಡುವುದನ್ನು ನೋಡುವುದು ಖುಷಿಯಾಗಲಿದೆ ಎಂದರು. ಈಗ ನಾವು ರಷ್ಯಾ ಭಾರತ ಹಾಗೂ ಭಾರತ ಸಂಬಂಧಗಳ ಅಂಶಗಳ ಬಗ್ಗೆ ಮಾತನಾಡುತ್ತೇವೆ. ಎಲ್ಲ ಸಂಬಂಧಿತ, ಪ್ರಸ್ತುತ ಸಂಗತಿಗಳ ಕುರಿತು ಚರ್ಚಿಸುವುದು ಸಾಧ್ಯವಾಗಲಿದೆ ಎಂದು ಪುಟಿನ್ ಹೇಳಿದರು. ಪ್ರಧಾನಿ ಮೋದಿ ಅವರಿಗೆ ತಮ್ಮ ಶುಭಾಶಯ ತಿಳಿಸುವಂತೆ ಜೈಶಂಕರ್ ಅವರಿಗೆ ಮನವಿ ಮಾಡಿದ ರಷ್ಯಾ ಅಧ್ಯಕ್ಷ ಪುಟಿನ್, ನಾನು ಅವರನ್ನು ನೋಡಲು ಬಯಸುತ್ತೇನೆ ಎಂದು ಹೇಳಿದರು. ಭಾರತದ ಜನತೆಯ ಭವಿಷ್ಯ ಉತ್ತಮವಾಗಿರಲಿ, ಮುಂದಿನ ವರ್ಷ ಬಹುನಿರೀಕ್ಷಿತ ರಾಜಕೀಯ ಚುನಾವಣೆಗಳನ್ನು ಹೊಂದಿರುತ್ತದೆ. ಎಂಬುದನ್ನು ಉಲ್ಲೇಖಿಸಿದರು. ಮುಂದಿನ ವರ್ಷ ಸಂಸತ್ತಿನ ಸಾರ್ವತ್ರಿಕ ಚುನಾವಣೆ ನಡೆಯಲಿದೆ. ಅದರಲ್ಲಿ ಎಲ್ಲಾ ಯಶಸ್ಸು ಸಿಗಲಿ ಎಂದು ನಮ್ಮ ಸ್ನೇಹಿತನಿಗೆ ನಾವು ಶುಭ ಹಾರೈಸುತ್ತೇವೆ ಮತ್ತು ಅದಕ್ಕಾಗಿ ಆಶಯ ವ್ಯಕ್ತಪಡಿಸುತ್ತೇವೆ. ಎಂದು (467, 1169, 788, 1423)
a7-headline: ಕಾಂಗ್ರೆಸ್ ಪಕ್ಷದ 139ನೇ ದಿನಾಚರಣೆ (615, 1611, 984, 1646)
a2-dateline: ಬೆಂಗಳೂರು: (1382, 257, 1434, 271)
a1-col2 (325, 525, 587, 1069)
a2-portrait-photo (1179, 267, 1373, 523)
a2-side-text: ಕನ್ನಡವನ್ನು ಉಳಿಸಲು-ಬೆಳೆಸಲು ಹೋರಾಟ ಮಾಡಿದರೆ ಯಾರಿಗೂ ಬೇಡ ಎಂದು ಹೇಳುವುದಿಲ್ಲ. ಆದರೆ ಸಾರ್ವಜನಿಕ ಆಸ್ತಿ ಪಾಸ್ತಿಗೆ ಹಾನಿ ಮಾಡಿದರೆ ಒಪ್ಪಲು ಸಾಧ್ಯವಿಲ್ಲ ಎಂದು ಡಿಸಿಎಂ ಡಿಕೆ ಶಿವಕುಮಾರ್ ಹೇಳಿದರು. ಕೆಪಿಸಿಸಿ ಕಚೇರಿಯಲ್ಲಿ ಗುರುವಾರ ಮಾತನಾಡಿದ ಅವರು, ಕನ್ನಡ ರಕ್ಷಣಾ ವೇದಿಕೆ ಹೋರಾಟಗಾರರ ಬಂಧನ ವಿಚಾರವಾಗಿ ಮಾತನಾಡಿ, ಕನ್ನಡ ಬೋರ್ಡ್ ಹಾಕಿ ಎಂದರೆ ಅದನ್ನು ತಪ್ಪು ಎಂದು ಹೇಳುವುದಿಲ್ಲ. ಆದರೆ ಹೆದರಿಸಿ (1382, 257, 1519, 493)
congress-banner-text: ಕಾಂಗ್ರೆಸ್ ಸಮಿತಿ, ವಿಜಯಪುರ (751, 1674, 919, 1694)
a5-dateline: ಮಾಸ್ಕೋ: (58, 1169, 100, 1184)
city-name: ವಿಜಯಪುರ (978, 74, 1129, 121)
a5-caption (800, 1563, 1163, 1598)
a6-meeting-photo (58, 1656, 599, 1934)
date-kn: ಶುಕ್ರವಾರ- 29-12-2023 (58, 100, 261, 123)
a1-col1 (58, 251, 312, 1069)
divider-a6-a7 (607, 1606, 608, 2346)
a1-col3-text: ಅವರು ಆರೋಪಿಸಿದರು. ಪೊಲೀಸರು ಅನಗತ್ಯವಾಗಿ ಕೆರಳಿಸಿದ್ದಾರೆ ಎಂದರು. ವಿಧಾನಸೌಧದಲ್ಲಿ ಕುಳಿತಿರುವ ರಾಜಕೀಯ ನಿರ್ಲಕ್ಷ್ಯದಿಂದಾಗಿ ಕನ್ನಡ ನಾಡಿನಲ್ಲಿ ನಾವು ಕನ್ನಡದ ಬಗ್ಗೆ ಹೋರಾಡುವಂತಹ ಸ್ಥಿತಿ ನಿರ್ಮಾಣವಾಗಿದೆ. ಮುಖ್ಯಮಂತ್ರಿ ಸಿದ್ದರಾಮಯ್ಯ ಕನ್ನಡ ಉಳಿವಿಗೆ ಕಠಿಣ ಕ್ರಮಗಳನ್ನು ತೆಗೆದುಕೊಳ್ಳಬೇಕು. ನಾವು ಕೊಟ್ಟ ಗಡುವು ಮುಗಿಯುವವರೆಗೆ ಯಾವ ಕ್ರಮ ತೆಗೆದುಕೊಂಡರೆ ಒಳ್ಳೆಯದು. ನಮ್ಮನ್ನು ಅವರು ಬಂಧಿಸಿದ್ದರೂ ನಾವು ಹೋರಾಟ ನಿಲ್ಲಿಸುವುದಿಲ್ಲ. ಕನ್ನಡ ನಾಮಫಲಕ ಕಡ್ಡಾಯದ ಬಗ್ಗೆ ಅಭಿಯಾನ ನಡೆಯಲಿದೆ. ಕನ್ನಡ ನಾಮಫಲಕ ಹಾಕದ ಅಂಗಡಿಗಳ ಮಾಲೀಕರು ಮತ್ತು ವಾಣಿಜ್ಯ ಮಳಿಗೆಗಳ ಮಾಲೀಕರು ಎಚ್ಚೆತ್ತುಕೊಳ್ಳದಿದ್ದರೆ ನಮ್ಮ ಹೋರಾಟ ಮುಂದುವರಿಯಲಿದೆ ಎಂದು ಎಚ್ಚರಿಸಿದರು. ಕನ್ನಡ ನಾಮಫಲಕ ಕಡ್ಡಾಯಕ್ಕೆ ಪಾಲಿಕೆ ಗಡುವು: ಬೆಂಗಳೂರು: ನಗರದ ಎಲ್ಲ ವಾಣಿಜ್ಯ ಮಳಿಗೆಗಳು ಹಾಗೂ ಅಂಗಡಿಗಳಲ್ಲಿ ಶೇ.28ರಷ್ಟು ಕನ್ನಡದಲ್ಲೇ ನಾಮಫಲಕ ಅಳವಡಿಸುವಂತೆ ಬಿಬಿಎಂಪಿ ಗಡುವು ಕೊಟ್ಟಿದೆ. ನಗರದಲ್ಲಿ ಆರ್ಟಿರಿಯಲ್ ಹಾಗೂ ಸಬ್ ಆರ್ಟಿರಿಯಲ್ ರಸ್ತೆಗಳು ಸೇರಿ ಒಟ್ಟು 1,400 ಕಿ.ಮೀ. ಉದ್ದವಿದೆ. ಈ ರಸ್ತೆಗಳಲ್ಲಿ ಬರುವ ಎಲ್ಲ ವಾಣಿಜ್ಯ ಮಳಿಗೆಗಳನ್ನು ವಲಯವಾರು ಸರ್ವೆ ಮಾಡಲಾಗುತ್ತದೆ. ಉಲ್ಲಂಘನೆ ಮಾಡಿದವರಿಗೆ ನೋಟಿಸ್ ನೀಡಲಾಗುವುದು. ಬಳಿಕ ಶೇ.28ರಷ್ಟು ಕನ್ನಡ ನಾಮಫಲಕ ಅಳವಡಿಸಲು ಅವಕಾಶ ನೀಡಲಾಗುವುದು. ನಿಗದಿತ ಅವಧಿಯೊಳಗೆ ಕನ್ನಡ ನಾಮಫಲಕ ಅಳವಡಿಸದ ಮಳಿಗೆಗಳ ಪರವಾನಗಿ ರದ್ದುಗೊಳಿಸಲಾಗುವುದು. ಸೂಕ್ತವಾಗಿ ಕಾರ್ಯನಿರ್ವಹಿಸದ ಅಧಿಕಾರಿಗಳ ಮೇಲೂ ಶಿಸ್ತುಕ್ರಮ ತೆಗೆದುಕೊಳ್ಳಲಾಗುತ್ತದೆ ಎಂದು ಪಾಲಿಕೆ ಎಚ್ಚರಿಕೆ ನೀಡಿದೆ. (599, 525, 877, 899)
page-number: 3 (1461, 61, 1487, 108)
a2-headline: ಕನ್ನಡ ಉಳಿಸಲು ಹೋರಾಟ ಮಾಡಿದರೆ ಓಕೆ,ಆಸ್ತಿ ಪಾಸ್ತಿಗೆ ಹಾನಿ ಒಪ್ಪಲಾಗಲ್ಲ (1179, 168, 1500, 224)
portrait-svg (1179, 267, 1373, 523)
a4-dateline: ರಾಯಚೂರು: (1179, 1578, 1237, 1592)
page-label: ಪುಟ (1368, 66, 1418, 105)
press-meet-svg (1179, 1400, 1519, 1569)
a6-col2-text: ಜಯಂತಿ ಆಚರಣೆ ಕುರಿತಂತೆ ವಿವಿಧ ಸಮುದಾಯ ಮುಖಂಡರ ಸಲಹೆಗಳನ್ನು ಪಡೆಯಲಾಯಿತು. ಜಿಲ್ಲಾಡಳಿತ ಭವನದ ಆವರಣದಲ್ಲಿ ಸ್ವಾಗತ ಸಮಿತಿ, ಆಮಂತ್ರಣ ಪತ್ರಿಕೆ ಮುದ್ರಣ, ವೇದಿಕೆ, ಮೆರವಣಿಗೆಯಲ್ಲಿ ವಿವಿಧ ಕಲಾ ತಂಡಗಳನ್ನು ಆಹ್ವಾನಿಸುವಂತೆ ಕನ್ನಡ ಮತ್ತು ಸಂಸ್ಕೃತಿ ಇಲಾಖೆ ಸಹಾಯಕ ನಿರ್ದೇಶಕರಿಗೆ ತಿಳಿಸಿದರು. ಸಂಬಂಧಿಸಿದ ಸಮುದಾಯದವರು ಕಾರ್ಯಕ್ರಮದ ಯಶಸ್ಸಿಗೆ ಸಹಕರಿಸುವಂತೆ ತಿಳಿಸಲಾಯಿತು. ತಾಲೂಕ ಮಟ್ಟದಲ್ಲೂ ಆಚರಣೆ ಮಾಡಲಾಗುವುದು. ಸಮುದಾಯ ಭಾಂದವರು ಹೆಚ್ಚಿನ ಸಂಖ್ಯೆಯಲ್ಲಿ ಪಾಲ್ಗೊಳ್ಳುವ ಮೂಲಕ ಕಾರ್ಯಕ್ರಮ ಯಶಸ್ವಿಗೊಳಿಸುವಂತೆ ಮನವಿ ಮಾಡಿಕೊಂಡರು. ಸಭೆಯಲ್ಲಿ ಜಂಟಿ ಕೃಷಿ ನಿರ್ದೇಶಕ ಲಕ್ಷ್ಮಣ ಕಳ್ಳೇನವರ, ಜಿಲ್ಲಾ ಆಯುಷ್ ಅಧಿಕಾರಿ ಡಾ.ಕಳ್ಳಿಮಠ, ಕನ್ನಡ ಮತ್ತು ಸಂಸ್ಕೃತಿ ಇಲಾಖೆ ಸಹಾಯಕ ನಿರ್ದೇಶಕ ಕಲ್ಲೋಳಿ, ಸಮಾಜದ ಮುಖಂಡರಾದ ಬ್ರಹ್ಮಾನಂದ ಸೋನಾರ, ಸಿದ್ದಣ್ಣ ಕೋಟೆ, ಸಿದ್ದರಾಮಪ್ಪ ಹಾಗೂ ಇತರರು ಇದ್ದರು. (325, 1943, 599, 2180)
a5-col1 (58, 1168, 457, 1595)
a1-col4 (888, 251, 1163, 1069)
